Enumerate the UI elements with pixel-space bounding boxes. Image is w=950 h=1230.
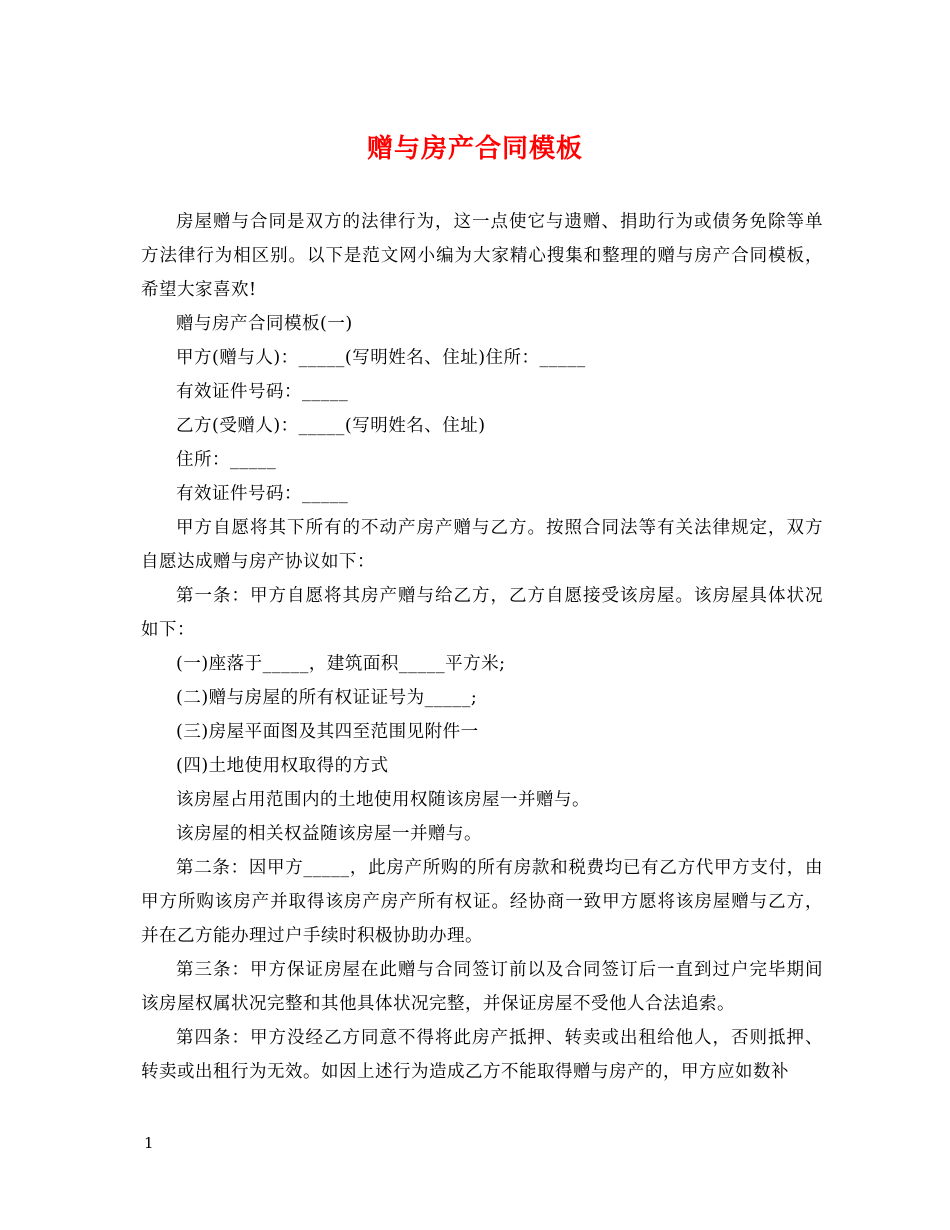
paragraph: 第二条：因甲方_____，此房产所购的所有房款和税费均已有乙方代甲方支付，由甲方所购该房产并取得该房产房产所有权证。经协商一致甲方愿将该房屋赠与乙方，并在乙方能办理过户手续时积极协助办理。 xyxy=(141,858,823,946)
paragraph: 第三条：甲方保证房屋在此赠与合同签订前以及合同签订后一直到过户完毕期间该房屋权属状况完整和其他具体状况完整，并保证房屋不受他人合法追索。 xyxy=(141,960,823,1014)
paragraph: 该房屋占用范围内的土地使用权随该房屋一并赠与。 xyxy=(176,790,590,810)
paragraph: (一)座落于_____，建筑面积_____平方米; xyxy=(176,654,506,674)
document-body xyxy=(141,205,823,1089)
paragraph: (三)房屋平面图及其四至范围见附件一 xyxy=(176,722,479,742)
page-number: 1 xyxy=(144,1134,154,1152)
paragraph: 甲方自愿将其下所有的不动产房产赠与乙方。按照合同法等有关法律规定，双方自愿达成赠与房产协议如下： xyxy=(141,518,823,572)
paragraph: 有效证件号码：_____ xyxy=(176,484,349,504)
paragraph: 住所：_____ xyxy=(176,450,277,470)
paragraph: 甲方(赠与人)：_____(写明姓名、住址)住所：_____ xyxy=(176,348,586,368)
paragraph: 第四条：甲方没经乙方同意不得将此房产抵押、转卖或出租给他人，否则抵押、转卖或出租行为无效。如因上述行为造成乙方不能取得赠与房产的，甲方应如数补 xyxy=(141,1028,823,1082)
paragraph: 该房屋的相关权益随该房屋一并赠与。 xyxy=(176,824,482,844)
paragraph: 有效证件号码：_____ xyxy=(176,382,349,402)
paragraph: 第一条：甲方自愿将其房产赠与给乙方，乙方自愿接受该房屋。该房屋具体状况如下： xyxy=(141,586,823,640)
document-title: 赠与房产合同模板 xyxy=(366,134,583,164)
paragraph: 房屋赠与合同是双方的法律行为，这一点使它与遗赠、捐助行为或债务免除等单方法律行为相区别。以下是范文网小编为大家精心搜集和整理的赠与房产合同模板，希望大家喜欢! xyxy=(141,212,823,300)
paragraph: 赠与房产合同模板(一) xyxy=(176,314,353,334)
paragraph: (二)赠与房屋的所有权证证号为_____; xyxy=(176,688,478,708)
paragraph: (四)土地使用权取得的方式 xyxy=(176,756,389,776)
paragraph: 乙方(受赠人)：_____(写明姓名、住址) xyxy=(176,416,486,436)
